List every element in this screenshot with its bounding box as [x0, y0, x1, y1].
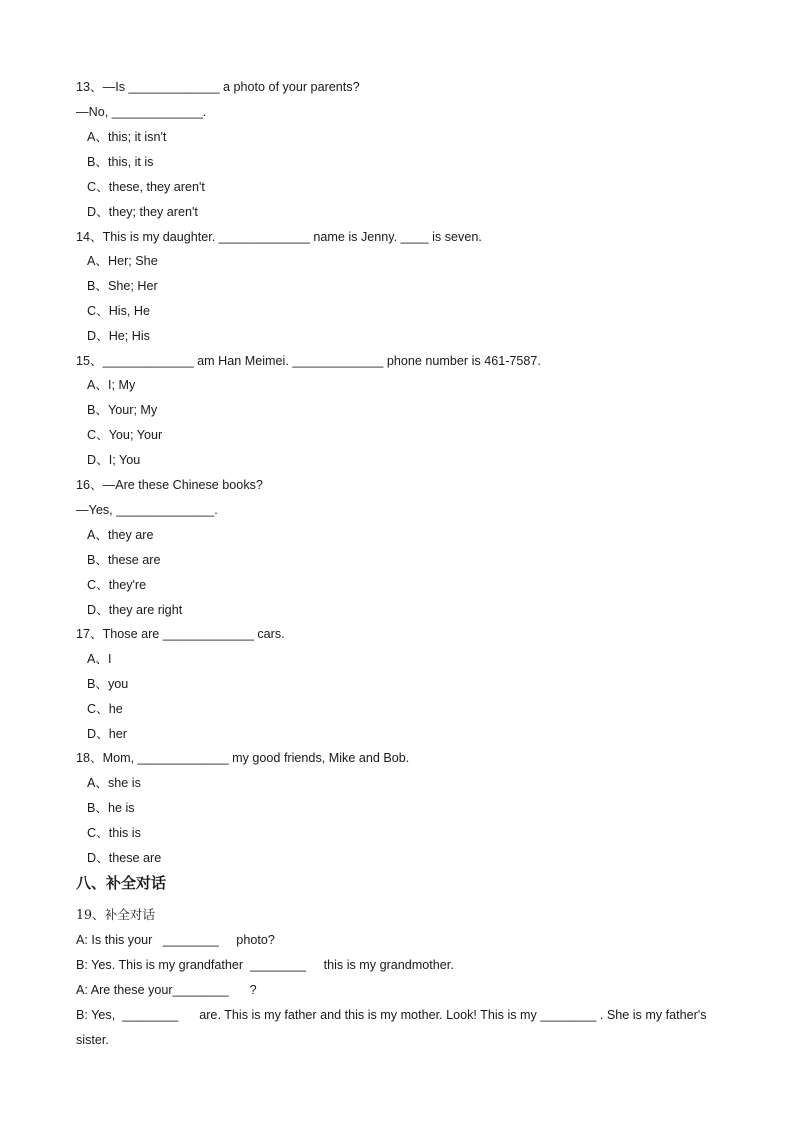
question-17-option-d: D、her [87, 727, 127, 741]
question-14-option-b: B、She; Her [87, 279, 158, 293]
question-13-option-c: C、these, they aren't [87, 180, 205, 194]
question-13-option-d: D、they; they aren't [87, 205, 198, 219]
question-16-reply: —Yes, ______________. [76, 503, 218, 517]
question-13-stem: 13、—Is _____________ a photo of your parents? [76, 80, 360, 94]
question-14-option-a: A、Her; She [87, 254, 158, 268]
question-13-option-b: B、this, it is [87, 155, 154, 169]
question-18-option-b: B、he is [87, 801, 135, 815]
question-16-option-a: A、they are [87, 528, 154, 542]
question-18-stem: 18、Mom, _____________ my good friends, Mike and Bob. [76, 751, 410, 765]
question-15-option-a: A、I; My [87, 378, 136, 392]
dialogue-line-3: A: Are these your________ ? [76, 983, 257, 997]
question-13-reply: —No, _____________. [76, 105, 207, 119]
question-13-option-a: A、this; it isn't [87, 130, 167, 144]
question-17-option-b: B、you [87, 677, 129, 691]
question-15-option-d: D、I; You [87, 453, 141, 467]
dialogue-line-5: sister. [76, 1033, 109, 1047]
dialogue-line-2: B: Yes. This is my grandfather ________ this is my grandmother. [76, 958, 454, 972]
question-16-option-c: C、they're [87, 578, 147, 592]
question-17-option-c: C、he [87, 702, 123, 716]
question-17-stem: 17、Those are _____________ cars. [76, 627, 285, 641]
question-18-option-c: C、this is [87, 826, 141, 840]
dialogue-line-4: B: Yes, ________ are. This is my father and this is my mother. Look! This is my ________ . She is my father's [76, 1008, 707, 1022]
question-14-option-c: C、His, He [87, 304, 150, 318]
dialogue-title: 19、补全对话 [76, 907, 155, 922]
question-17-option-a: A、I [87, 652, 112, 666]
question-16-option-b: B、these are [87, 553, 161, 567]
dialogue-line-1: A: Is this your ________ photo? [76, 933, 275, 947]
question-16-option-d: D、they are right [87, 603, 183, 617]
question-18-option-d: D、these are [87, 851, 162, 865]
question-14-option-d: D、He; His [87, 329, 150, 343]
question-16-stem: 16、—Are these Chinese books? [76, 478, 263, 492]
question-15-stem: 15、_____________ am Han Meimei. _____________ phone number is 461-7587. [76, 354, 541, 368]
question-15-option-b: B、Your; My [87, 403, 158, 417]
question-14-stem: 14、This is my daughter. _____________ name is Jenny. ____ is seven. [76, 230, 482, 244]
question-15-option-c: C、You; Your [87, 428, 163, 442]
question-18-option-a: A、she is [87, 776, 141, 790]
section-heading: 八、补全对话 [76, 874, 167, 892]
